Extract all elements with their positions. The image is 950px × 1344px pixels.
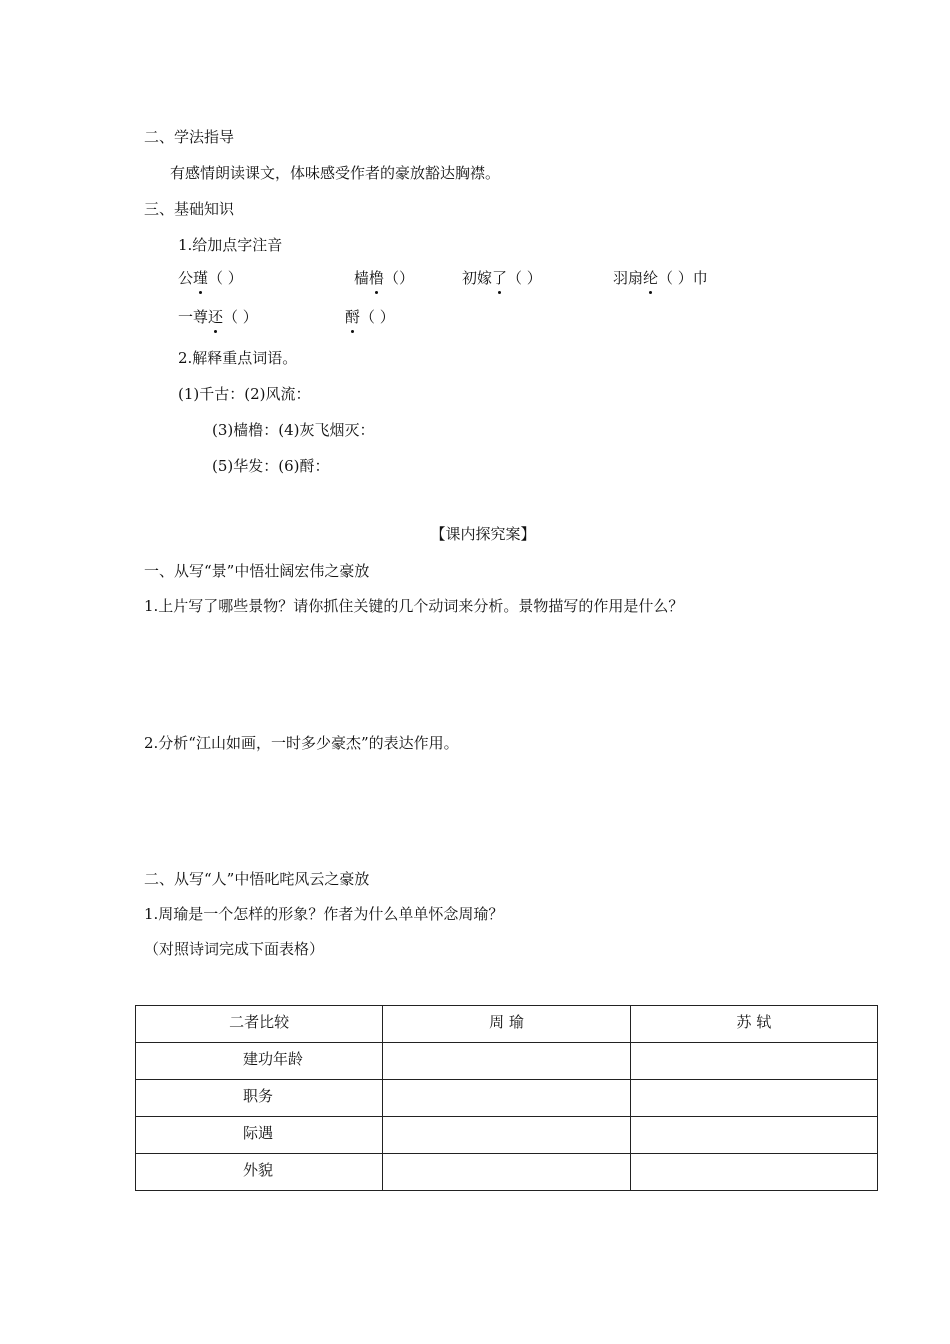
table-cell-blank <box>630 1043 877 1080</box>
inquiry-part1-question-1: 1.上片写了哪些景物？请你抓住关键的几个动词来分析。景物描写的作用是什么？ <box>144 597 684 615</box>
inquiry-title: 【课内探究案】 <box>430 525 536 543</box>
phonetic-word-text: 一尊 <box>178 308 209 326</box>
dotted-char: 橹 <box>369 269 385 287</box>
table-cell-blank <box>383 1117 630 1154</box>
phonetic-word-text: 羽扇 <box>613 269 644 287</box>
table-row-label: 建功年龄 <box>136 1043 383 1080</box>
explain-line-3: (5)华发：(6)酹： <box>212 457 330 475</box>
section-heading-basic-knowledge: 三、基础知识 <box>144 200 235 218</box>
phonetic-word-text: 初嫁 <box>462 269 493 287</box>
question-explain-title: 2.解释重点词语。 <box>178 349 298 367</box>
table-instruction-note: （对照诗词完成下面表格） <box>144 940 325 958</box>
table-row-label: 职务 <box>136 1080 383 1117</box>
table-cell-blank <box>383 1154 630 1191</box>
table-row <box>136 1154 878 1191</box>
table-header-row <box>136 1006 878 1043</box>
answer-blank: （ ） <box>507 269 542 287</box>
answer-blank: （ ） <box>360 308 395 326</box>
answer-blank: （ ） <box>223 308 258 326</box>
question-phonetic-title: 1.给加点字注音 <box>178 236 283 254</box>
dotted-char: 酹 <box>345 308 361 326</box>
study-method-text: 有感情朗读课文，体味感受作者的豪放豁达胸襟。 <box>170 164 501 182</box>
phonetic-word-text: 公 <box>178 269 194 287</box>
phonetic-item-3 <box>462 268 542 288</box>
inquiry-part1-question-2: 2.分析“江山如画，一时多少豪杰”的表达作用。 <box>144 734 459 752</box>
comparison-table <box>135 1005 878 1191</box>
table-cell-blank <box>630 1154 877 1191</box>
explain-line-2: (3)樯橹：(4)灰飞烟灭： <box>212 421 375 439</box>
dotted-char: 了 <box>492 269 508 287</box>
table-cell-blank <box>630 1117 877 1154</box>
section-heading-study-method: 二、学法指导 <box>144 128 235 146</box>
dotted-char: 还 <box>208 308 224 326</box>
table-row-label: 外貌 <box>136 1154 383 1191</box>
table-row-label: 际遇 <box>136 1117 383 1154</box>
answer-blank: （ ）巾 <box>658 269 708 287</box>
table-cell-blank <box>630 1080 877 1117</box>
inquiry-part2-heading: 二、从写“人”中悟叱咤风云之豪放 <box>144 870 370 888</box>
phonetic-word-text: 樯 <box>354 269 370 287</box>
phonetic-item-4 <box>613 268 708 288</box>
table-cell-blank <box>383 1043 630 1080</box>
phonetic-item-6 <box>345 307 395 327</box>
answer-blank: （ ） <box>208 269 243 287</box>
table-row <box>136 1117 878 1154</box>
explain-line-1: (1)千古：(2)风流： <box>178 385 311 403</box>
table-header-cell: 二者比较 <box>136 1006 383 1043</box>
phonetic-item-1 <box>178 268 243 288</box>
table-cell-blank <box>383 1080 630 1117</box>
phonetic-item-5 <box>178 307 258 327</box>
phonetic-item-2 <box>354 268 414 288</box>
table-row <box>136 1080 878 1117</box>
table-header-cell: 苏 轼 <box>630 1006 877 1043</box>
inquiry-part2-question-1: 1.周瑜是一个怎样的形象？作者为什么单单怀念周瑜？ <box>144 905 504 923</box>
inquiry-part1-heading: 一、从写“景”中悟壮阔宏伟之豪放 <box>144 562 370 580</box>
dotted-char: 纶 <box>643 269 659 287</box>
table-row <box>136 1043 878 1080</box>
table-header-cell: 周 瑜 <box>383 1006 630 1043</box>
dotted-char: 瑾 <box>193 269 209 287</box>
answer-blank: （） <box>384 269 415 287</box>
